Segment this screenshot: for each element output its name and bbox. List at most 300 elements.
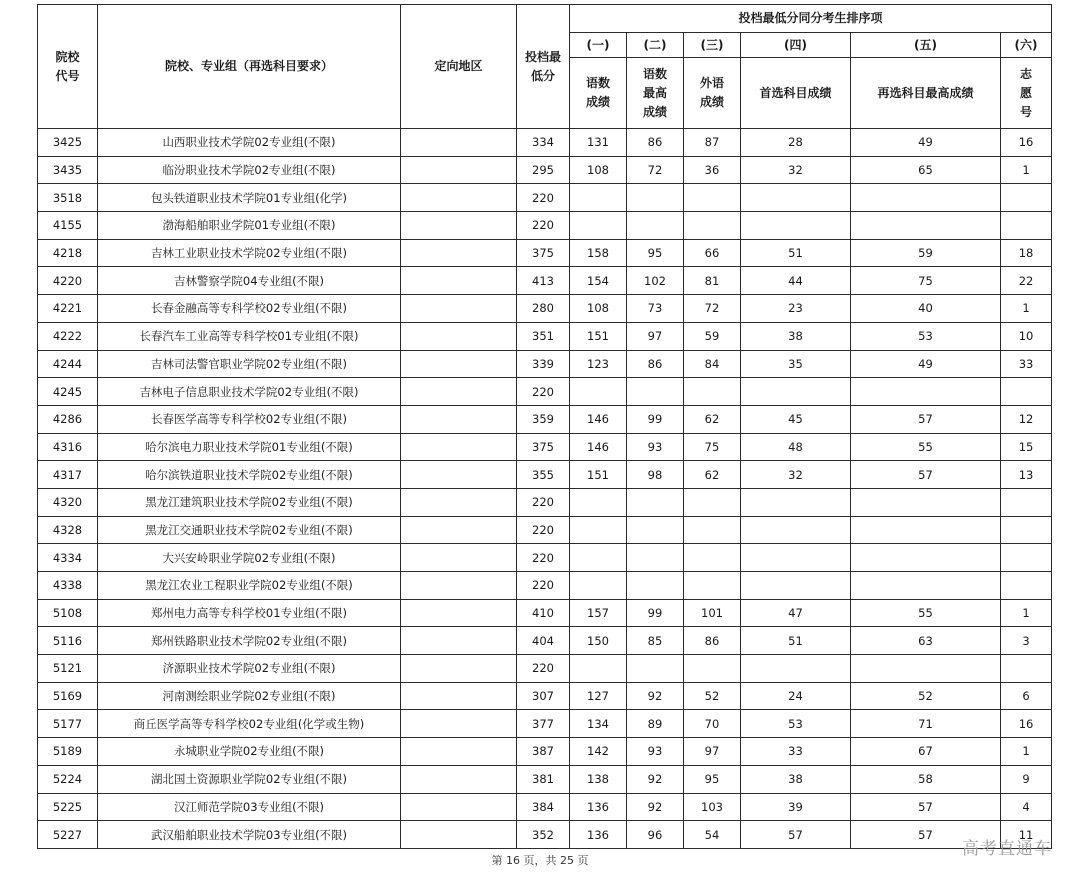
- chinese-math-cell: [570, 488, 627, 516]
- first-subject-cell: 45: [741, 405, 851, 433]
- region-cell: [401, 184, 517, 212]
- chinese-math-cell: [570, 516, 627, 544]
- table-row: [38, 821, 1052, 849]
- chinese-math-max-cell: [627, 488, 684, 516]
- foreign-language-cell: 52: [684, 682, 741, 710]
- preference-no-cell: 9: [1001, 765, 1052, 793]
- school-code-cell: 5121: [38, 655, 98, 683]
- chinese-math-max-cell: [627, 212, 684, 240]
- first-subject-cell: 32: [741, 461, 851, 489]
- first-subject-cell: [741, 184, 851, 212]
- chinese-math-cell: 136: [570, 821, 627, 849]
- foreign-language-cell: [684, 378, 741, 406]
- header-num-5: (五): [851, 33, 1001, 58]
- min-score-cell: 220: [517, 184, 570, 212]
- school-code-cell: 4334: [38, 544, 98, 572]
- preference-no-cell: [1001, 184, 1052, 212]
- foreign-language-cell: [684, 572, 741, 600]
- chinese-math-max-cell: [627, 516, 684, 544]
- first-subject-cell: [741, 655, 851, 683]
- watermark: 高考直通车: [962, 839, 1052, 859]
- chinese-math-max-cell: 85: [627, 627, 684, 655]
- school-code-cell: 5224: [38, 765, 98, 793]
- second-subject-max-cell: 40: [851, 295, 1001, 323]
- first-subject-cell: 57: [741, 821, 851, 849]
- chinese-math-cell: [570, 378, 627, 406]
- school-name-cell: 黑龙江建筑职业技术学院02专业组(不限): [98, 488, 401, 516]
- min-score-cell: 375: [517, 433, 570, 461]
- foreign-language-cell: 62: [684, 405, 741, 433]
- second-subject-max-cell: 65: [851, 156, 1001, 184]
- first-subject-cell: 23: [741, 295, 851, 323]
- table-row: [38, 350, 1052, 378]
- foreign-language-cell: [684, 212, 741, 240]
- chinese-math-cell: 157: [570, 599, 627, 627]
- foreign-language-cell: [684, 516, 741, 544]
- header-code: 院校代号: [38, 5, 98, 129]
- preference-no-cell: [1001, 212, 1052, 240]
- second-subject-max-cell: [851, 516, 1001, 544]
- first-subject-cell: 32: [741, 156, 851, 184]
- school-code-cell: 4316: [38, 433, 98, 461]
- school-code-cell: 4286: [38, 405, 98, 433]
- school-code-cell: 4317: [38, 461, 98, 489]
- foreign-language-cell: 72: [684, 295, 741, 323]
- first-subject-cell: 51: [741, 627, 851, 655]
- school-name-cell: 黑龙江农业工程职业学院02专业组(不限): [98, 572, 401, 600]
- foreign-language-cell: [684, 488, 741, 516]
- chinese-math-cell: [570, 655, 627, 683]
- region-cell: [401, 821, 517, 849]
- min-score-cell: 359: [517, 405, 570, 433]
- school-name-cell: 商丘医学高等专科学校02专业组(化学或生物): [98, 710, 401, 738]
- chinese-math-cell: [570, 544, 627, 572]
- second-subject-max-cell: 59: [851, 239, 1001, 267]
- foreign-language-cell: 70: [684, 710, 741, 738]
- second-subject-max-cell: [851, 184, 1001, 212]
- chinese-math-max-cell: 86: [627, 350, 684, 378]
- preference-no-cell: 12: [1001, 405, 1052, 433]
- header-num-1: (一): [570, 33, 627, 58]
- preference-no-cell: [1001, 488, 1052, 516]
- preference-no-cell: 1: [1001, 156, 1052, 184]
- table-row: [38, 295, 1052, 323]
- chinese-math-cell: 138: [570, 765, 627, 793]
- school-code-cell: 3435: [38, 156, 98, 184]
- preference-no-cell: 13: [1001, 461, 1052, 489]
- school-name-cell: 汉江师范学院03专业组(不限): [98, 793, 401, 821]
- first-subject-cell: 47: [741, 599, 851, 627]
- chinese-math-max-cell: 89: [627, 710, 684, 738]
- preference-no-cell: 18: [1001, 239, 1052, 267]
- region-cell: [401, 322, 517, 350]
- school-name-cell: 大兴安岭职业学院02专业组(不限): [98, 544, 401, 572]
- second-subject-max-cell: 55: [851, 599, 1001, 627]
- chinese-math-cell: 123: [570, 350, 627, 378]
- school-name-cell: 湖北国土资源职业学院02专业组(不限): [98, 765, 401, 793]
- second-subject-max-cell: 57: [851, 461, 1001, 489]
- min-score-cell: 339: [517, 350, 570, 378]
- preference-no-cell: [1001, 516, 1052, 544]
- second-subject-max-cell: 71: [851, 710, 1001, 738]
- first-subject-cell: [741, 212, 851, 240]
- table-row: [38, 516, 1052, 544]
- chinese-math-cell: 108: [570, 156, 627, 184]
- min-score-cell: 387: [517, 738, 570, 766]
- school-name-cell: 长春汽车工业高等专科学校01专业组(不限): [98, 322, 401, 350]
- second-subject-max-cell: 58: [851, 765, 1001, 793]
- first-subject-cell: [741, 572, 851, 600]
- second-subject-max-cell: 57: [851, 405, 1001, 433]
- chinese-math-max-cell: [627, 544, 684, 572]
- table-row: [38, 461, 1052, 489]
- school-name-cell: 吉林警察学院04专业组(不限): [98, 267, 401, 295]
- header-foreign-language: 外语成绩: [684, 58, 741, 129]
- foreign-language-cell: 84: [684, 350, 741, 378]
- chinese-math-max-cell: [627, 655, 684, 683]
- min-score-cell: 410: [517, 599, 570, 627]
- chinese-math-cell: 154: [570, 267, 627, 295]
- table-row: [38, 212, 1052, 240]
- school-name-cell: 郑州电力高等专科学校01专业组(不限): [98, 599, 401, 627]
- region-cell: [401, 710, 517, 738]
- chinese-math-max-cell: [627, 184, 684, 212]
- min-score-cell: 280: [517, 295, 570, 323]
- region-cell: [401, 239, 517, 267]
- foreign-language-cell: 36: [684, 156, 741, 184]
- school-name-cell: 长春医学高等专科学校02专业组(不限): [98, 405, 401, 433]
- header-school: 院校、专业组（再选科目要求）: [98, 5, 401, 129]
- second-subject-max-cell: 49: [851, 129, 1001, 157]
- preference-no-cell: 22: [1001, 267, 1052, 295]
- preference-no-cell: 15: [1001, 433, 1052, 461]
- school-code-cell: 4221: [38, 295, 98, 323]
- chinese-math-max-cell: 98: [627, 461, 684, 489]
- second-subject-max-cell: 57: [851, 821, 1001, 849]
- school-name-cell: 吉林电子信息职业技术学院02专业组(不限): [98, 378, 401, 406]
- preference-no-cell: 10: [1001, 322, 1052, 350]
- table-row: [38, 599, 1052, 627]
- region-cell: [401, 350, 517, 378]
- foreign-language-cell: [684, 184, 741, 212]
- min-score-cell: 404: [517, 627, 570, 655]
- chinese-math-max-cell: 95: [627, 239, 684, 267]
- school-name-cell: 河南测绘职业学院02专业组(不限): [98, 682, 401, 710]
- table-row: [38, 156, 1052, 184]
- first-subject-cell: [741, 488, 851, 516]
- min-score-cell: 307: [517, 682, 570, 710]
- first-subject-cell: [741, 544, 851, 572]
- first-subject-cell: [741, 516, 851, 544]
- table-row: [38, 322, 1052, 350]
- region-cell: [401, 793, 517, 821]
- school-code-cell: 5189: [38, 738, 98, 766]
- first-subject-cell: 38: [741, 322, 851, 350]
- first-subject-cell: 53: [741, 710, 851, 738]
- school-name-cell: 济源职业技术学院02专业组(不限): [98, 655, 401, 683]
- min-score-cell: 352: [517, 821, 570, 849]
- second-subject-max-cell: 57: [851, 793, 1001, 821]
- school-name-cell: 吉林工业职业技术学院02专业组(不限): [98, 239, 401, 267]
- first-subject-cell: 38: [741, 765, 851, 793]
- preference-no-cell: [1001, 544, 1052, 572]
- school-code-cell: 5169: [38, 682, 98, 710]
- second-subject-max-cell: 63: [851, 627, 1001, 655]
- region-cell: [401, 295, 517, 323]
- chinese-math-cell: 136: [570, 793, 627, 821]
- min-score-cell: 375: [517, 239, 570, 267]
- table-row: [38, 765, 1052, 793]
- school-name-cell: 哈尔滨电力职业技术学院01专业组(不限): [98, 433, 401, 461]
- chinese-math-cell: 134: [570, 710, 627, 738]
- foreign-language-cell: 59: [684, 322, 741, 350]
- second-subject-max-cell: [851, 572, 1001, 600]
- second-subject-max-cell: 67: [851, 738, 1001, 766]
- admission-score-table: [37, 4, 1052, 849]
- chinese-math-max-cell: 99: [627, 599, 684, 627]
- region-cell: [401, 212, 517, 240]
- table-row: [38, 572, 1052, 600]
- region-cell: [401, 378, 517, 406]
- school-code-cell: 4320: [38, 488, 98, 516]
- chinese-math-max-cell: 96: [627, 821, 684, 849]
- preference-no-cell: 33: [1001, 350, 1052, 378]
- header-num-2: (二): [627, 33, 684, 58]
- chinese-math-max-cell: 72: [627, 156, 684, 184]
- preference-no-cell: 3: [1001, 627, 1052, 655]
- region-cell: [401, 433, 517, 461]
- chinese-math-max-cell: [627, 378, 684, 406]
- school-code-cell: 4245: [38, 378, 98, 406]
- school-name-cell: 包头铁道职业技术学院01专业组(化学): [98, 184, 401, 212]
- chinese-math-cell: [570, 184, 627, 212]
- preference-no-cell: 1: [1001, 295, 1052, 323]
- school-code-cell: 4338: [38, 572, 98, 600]
- foreign-language-cell: 75: [684, 433, 741, 461]
- school-name-cell: 黑龙江交通职业技术学院02专业组(不限): [98, 516, 401, 544]
- table-row: [38, 682, 1052, 710]
- school-name-cell: 哈尔滨铁道职业技术学院02专业组(不限): [98, 461, 401, 489]
- min-score-cell: 384: [517, 793, 570, 821]
- foreign-language-cell: 95: [684, 765, 741, 793]
- first-subject-cell: 35: [741, 350, 851, 378]
- chinese-math-cell: 146: [570, 405, 627, 433]
- second-subject-max-cell: [851, 544, 1001, 572]
- table-row: [38, 267, 1052, 295]
- min-score-cell: 220: [517, 488, 570, 516]
- header-chinese-math-max: 语数最高成绩: [627, 58, 684, 129]
- school-code-cell: 5225: [38, 793, 98, 821]
- school-code-cell: 4222: [38, 322, 98, 350]
- foreign-language-cell: 86: [684, 627, 741, 655]
- region-cell: [401, 129, 517, 157]
- region-cell: [401, 572, 517, 600]
- first-subject-cell: 51: [741, 239, 851, 267]
- header-region: 定向地区: [401, 5, 517, 129]
- foreign-language-cell: 97: [684, 738, 741, 766]
- table-row: [38, 184, 1052, 212]
- second-subject-max-cell: [851, 655, 1001, 683]
- region-cell: [401, 599, 517, 627]
- chinese-math-max-cell: 86: [627, 129, 684, 157]
- school-code-cell: 5108: [38, 599, 98, 627]
- chinese-math-cell: 158: [570, 239, 627, 267]
- chinese-math-max-cell: 73: [627, 295, 684, 323]
- chinese-math-max-cell: 97: [627, 322, 684, 350]
- school-name-cell: 武汉船舶职业技术学院03专业组(不限): [98, 821, 401, 849]
- chinese-math-cell: 127: [570, 682, 627, 710]
- header-chinese-math: 语数成绩: [570, 58, 627, 129]
- min-score-cell: 413: [517, 267, 570, 295]
- table-row: [38, 544, 1052, 572]
- header-tie-group: 投档最低分同分考生排序项: [570, 5, 1052, 33]
- region-cell: [401, 655, 517, 683]
- region-cell: [401, 461, 517, 489]
- header-min-score: 投档最低分: [517, 5, 570, 129]
- header-preference-no: 志愿号: [1001, 58, 1052, 129]
- min-score-cell: 220: [517, 516, 570, 544]
- foreign-language-cell: 81: [684, 267, 741, 295]
- table-row: [38, 239, 1052, 267]
- chinese-math-cell: 150: [570, 627, 627, 655]
- preference-no-cell: 6: [1001, 682, 1052, 710]
- chinese-math-cell: [570, 212, 627, 240]
- table-row: [38, 627, 1052, 655]
- table-row: [38, 710, 1052, 738]
- preference-no-cell: 1: [1001, 738, 1052, 766]
- school-name-cell: 渤海船舶职业学院01专业组(不限): [98, 212, 401, 240]
- chinese-math-cell: 131: [570, 129, 627, 157]
- preference-no-cell: 16: [1001, 129, 1052, 157]
- chinese-math-cell: 151: [570, 322, 627, 350]
- min-score-cell: 351: [517, 322, 570, 350]
- chinese-math-cell: [570, 572, 627, 600]
- second-subject-max-cell: 52: [851, 682, 1001, 710]
- region-cell: [401, 765, 517, 793]
- table-row: [38, 378, 1052, 406]
- second-subject-max-cell: 75: [851, 267, 1001, 295]
- header-num-4: (四): [741, 33, 851, 58]
- chinese-math-max-cell: 92: [627, 793, 684, 821]
- preference-no-cell: [1001, 378, 1052, 406]
- foreign-language-cell: 101: [684, 599, 741, 627]
- school-code-cell: 3425: [38, 129, 98, 157]
- second-subject-max-cell: 55: [851, 433, 1001, 461]
- foreign-language-cell: [684, 544, 741, 572]
- min-score-cell: 334: [517, 129, 570, 157]
- min-score-cell: 220: [517, 572, 570, 600]
- min-score-cell: 377: [517, 710, 570, 738]
- chinese-math-max-cell: 93: [627, 738, 684, 766]
- region-cell: [401, 267, 517, 295]
- school-code-cell: 4244: [38, 350, 98, 378]
- school-name-cell: 郑州铁路职业技术学院02专业组(不限): [98, 627, 401, 655]
- chinese-math-cell: 151: [570, 461, 627, 489]
- school-code-cell: 5177: [38, 710, 98, 738]
- school-name-cell: 长春金融高等专科学校02专业组(不限): [98, 295, 401, 323]
- chinese-math-max-cell: [627, 572, 684, 600]
- school-code-cell: 4155: [38, 212, 98, 240]
- region-cell: [401, 516, 517, 544]
- min-score-cell: 295: [517, 156, 570, 184]
- first-subject-cell: 39: [741, 793, 851, 821]
- school-name-cell: 临汾职业技术学院02专业组(不限): [98, 156, 401, 184]
- region-cell: [401, 544, 517, 572]
- foreign-language-cell: 66: [684, 239, 741, 267]
- school-code-cell: 4328: [38, 516, 98, 544]
- chinese-math-cell: 146: [570, 433, 627, 461]
- school-name-cell: 永城职业学院02专业组(不限): [98, 738, 401, 766]
- preference-no-cell: 11: [1001, 821, 1052, 849]
- foreign-language-cell: 54: [684, 821, 741, 849]
- header-num-3: (三): [684, 33, 741, 58]
- foreign-language-cell: 103: [684, 793, 741, 821]
- foreign-language-cell: 62: [684, 461, 741, 489]
- table-row: [38, 433, 1052, 461]
- chinese-math-max-cell: 92: [627, 682, 684, 710]
- region-cell: [401, 682, 517, 710]
- school-code-cell: 5227: [38, 821, 98, 849]
- second-subject-max-cell: [851, 488, 1001, 516]
- school-code-cell: 4220: [38, 267, 98, 295]
- min-score-cell: 355: [517, 461, 570, 489]
- region-cell: [401, 405, 517, 433]
- first-subject-cell: [741, 378, 851, 406]
- table-row: [38, 655, 1052, 683]
- preference-no-cell: 1: [1001, 599, 1052, 627]
- school-code-cell: 5116: [38, 627, 98, 655]
- header-second-subject-max: 再选科目最高成绩: [851, 58, 1001, 129]
- region-cell: [401, 156, 517, 184]
- min-score-cell: 381: [517, 765, 570, 793]
- min-score-cell: 220: [517, 378, 570, 406]
- chinese-math-max-cell: 102: [627, 267, 684, 295]
- second-subject-max-cell: 53: [851, 322, 1001, 350]
- table-row: [38, 738, 1052, 766]
- first-subject-cell: 33: [741, 738, 851, 766]
- min-score-cell: 220: [517, 544, 570, 572]
- first-subject-cell: 24: [741, 682, 851, 710]
- chinese-math-max-cell: 92: [627, 765, 684, 793]
- school-name-cell: 吉林司法警官职业学院02专业组(不限): [98, 350, 401, 378]
- region-cell: [401, 627, 517, 655]
- table-row: [38, 793, 1052, 821]
- first-subject-cell: 28: [741, 129, 851, 157]
- first-subject-cell: 48: [741, 433, 851, 461]
- chinese-math-max-cell: 93: [627, 433, 684, 461]
- chinese-math-cell: 108: [570, 295, 627, 323]
- preference-no-cell: [1001, 655, 1052, 683]
- table-row: [38, 405, 1052, 433]
- table-row: [38, 488, 1052, 516]
- table-body: [38, 129, 1052, 849]
- second-subject-max-cell: [851, 212, 1001, 240]
- school-code-cell: 3518: [38, 184, 98, 212]
- region-cell: [401, 738, 517, 766]
- header-first-subject: 首选科目成绩: [741, 58, 851, 129]
- header-num-6: (六): [1001, 33, 1052, 58]
- foreign-language-cell: [684, 655, 741, 683]
- second-subject-max-cell: [851, 378, 1001, 406]
- school-code-cell: 4218: [38, 239, 98, 267]
- preference-no-cell: [1001, 572, 1052, 600]
- min-score-cell: 220: [517, 212, 570, 240]
- chinese-math-cell: 142: [570, 738, 627, 766]
- min-score-cell: 220: [517, 655, 570, 683]
- school-name-cell: 山西职业技术学院02专业组(不限): [98, 129, 401, 157]
- second-subject-max-cell: 49: [851, 350, 1001, 378]
- first-subject-cell: 44: [741, 267, 851, 295]
